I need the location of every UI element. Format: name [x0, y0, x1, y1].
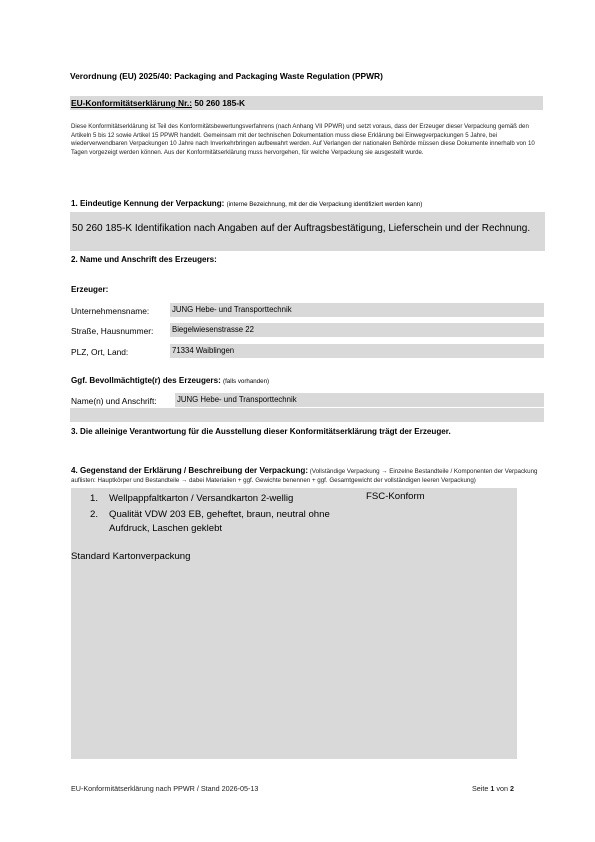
list-item: [90, 493, 293, 504]
representative-title: Ggf. Bevollmächtigte(r) des Erzeugers:: [71, 376, 221, 385]
representative-field-line2[interactable]: [70, 408, 544, 422]
list-item-text: Wellpappfaltkarton / Versandkarton 2-wellig: [109, 493, 294, 504]
page-mid: von: [496, 784, 508, 793]
street-label: Straße, Hausnummer:: [71, 326, 154, 336]
intro-paragraph: Diese Konformitätserklärung ist Teil des Konformitätsbewertungsverfahrens (nach Anhang VII PPWR) und setzt voraus, dass der Erzeuger dieser Verpackung gemäß den Artikeln 5 bis 12 sowie Artikel 15 PPWR handelt. Gemeinsam mit der technischen Dokumentation muss diese Erklärung bei Einwegverpackungen 5 Jahre, bei wiederverwendbaren Verpackungen 10 Jahre nach Inverkehrbringen aufbewahrt werden. Auf Verlangen der nationalen Behörde müssen diese Dokumente innerhalb von 10 Tagen vorgezeigt werden können. Aus der Konformitätserklärung muss hervorgehen, für welche Verpackung sie ausgestellt wurde.: [71, 123, 535, 156]
fsc-label: FSC-Konform: [366, 491, 425, 502]
footer-left: EU-Konformitätserklärung nach PPWR / Stand 2026-05-13: [71, 784, 259, 793]
page-total: 2: [509, 784, 514, 793]
declaration-label: EU-Konformitätserklärung Nr.:: [71, 98, 192, 108]
section3-heading: 3. Die alleinige Verantwortung für die Ausstellung dieser Konformitätserklärung trägt der Erzeuger.: [71, 427, 451, 436]
page-current: 1: [490, 784, 495, 793]
standard-label: Standard Kartonverpackung: [71, 551, 191, 562]
city-label: PLZ, Ort, Land:: [71, 347, 129, 357]
page-number: [472, 784, 514, 793]
list-item-text: Qualität VDW 203 EB, geheftet, braun, neutral ohne: [109, 509, 330, 520]
declaration-number[interactable]: 50 260 185-K: [194, 98, 246, 108]
section1-value: 50 260 185-K Identifikation nach Angaben auf der Auftragsbestätigung, Lieferschein und der Rechnung.: [72, 223, 531, 234]
section2-heading: 2. Name und Anschrift des Erzeugers:: [71, 255, 217, 264]
company-name-value: JUNG Hebe- und Transporttechnik: [172, 305, 292, 314]
document-title: Verordnung (EU) 2025/40: Packaging and Packaging Waste Regulation (PPWR): [70, 71, 383, 81]
section1-note: (interne Bezeichnung, mit der die Verpackung identifiziert werden kann): [226, 201, 423, 208]
representative-heading: [71, 376, 269, 385]
list-item-number: 2.: [90, 509, 99, 520]
representative-value: JUNG Hebe- und Transporttechnik: [177, 395, 297, 404]
company-name-label: Unternehmensname:: [71, 306, 150, 316]
section4-note: (Vollständige Verpackung → Einzelne Bestandteile / Komponenten der Verpackung auflisten: Hauptkörper und Bestandteile → dabei Materialien + ggf. Gewichte benennen + ggf. Gesamtgewicht der vollständigen leeren Verpackung): [71, 468, 538, 485]
section1-heading: [71, 199, 422, 208]
city-value: 71334 Waiblingen: [172, 346, 235, 355]
page-prefix: Seite: [472, 784, 489, 793]
list-item-number: 1.: [90, 493, 99, 504]
list-item-continuation: Aufdruck, Laschen geklebt: [109, 523, 223, 534]
section4-heading: [71, 466, 545, 486]
list-item: [90, 509, 330, 520]
representative-note: (falls vorhanden): [223, 378, 270, 385]
section1-title: 1. Eindeutige Kennung der Verpackung:: [71, 199, 225, 208]
street-value: Biegelwiesenstrasse 22: [172, 325, 254, 334]
representative-label: Name(n) und Anschrift:: [71, 396, 157, 406]
producer-subheading: Erzeuger:: [71, 285, 109, 294]
declaration-heading: [71, 98, 245, 108]
section4-title: 4. Gegenstand der Erklärung / Beschreibung der Verpackung:: [71, 466, 309, 475]
